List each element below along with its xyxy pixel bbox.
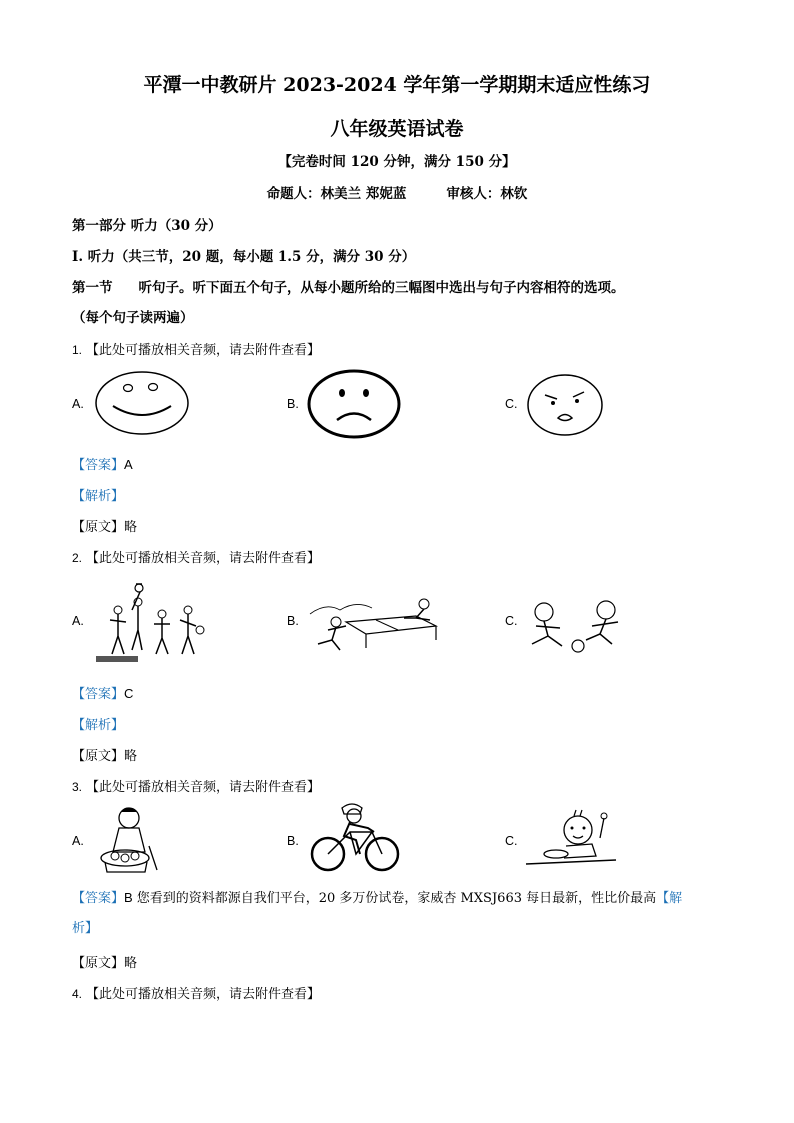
- angry-face-image[interactable]: [527, 373, 603, 437]
- eating-image[interactable]: [526, 808, 616, 868]
- question-number: 3.: [72, 780, 83, 794]
- part-title: 第一部分 听力（30 分）: [72, 218, 222, 234]
- answer-row-2: [72, 683, 133, 702]
- section1-heading: [72, 276, 625, 296]
- analysis-row-2: [72, 714, 124, 733]
- authors: 命题人：林美兰 郑妮蓝: [266, 186, 407, 202]
- question-2: [72, 547, 320, 566]
- cycling-image[interactable]: [310, 802, 402, 872]
- answer-label: 【答案】: [72, 687, 125, 702]
- washing-dishes-image[interactable]: [95, 806, 161, 874]
- option-c-label: C.: [505, 834, 518, 848]
- question-number: 4.: [72, 987, 83, 1001]
- question-4: [72, 983, 320, 1002]
- option-a-label: A.: [72, 614, 84, 628]
- audio-prompt[interactable]: 【此处可播放相关音频，请去附件查看】: [86, 551, 321, 566]
- audio-prompt[interactable]: 【此处可播放相关音频，请去附件查看】: [86, 987, 321, 1002]
- question-3: [72, 776, 320, 795]
- option-a-label: A.: [72, 834, 84, 848]
- answer-value: B: [124, 890, 133, 905]
- sad-face-image[interactable]: [307, 369, 401, 439]
- option-c-label: C.: [505, 614, 518, 628]
- exam-time-info: 【完卷时间 120 分钟，满分 150 分】: [278, 154, 516, 170]
- original-value: 略: [124, 956, 138, 971]
- section1-title: 第一节: [72, 280, 113, 296]
- original-label: 【原文】: [72, 956, 125, 971]
- promo-text: 您看到的资料都源自我们平台，20 多万份试卷，家威杏 MXSJ663 每日最新，性比价最高: [136, 891, 657, 906]
- audio-prompt[interactable]: 【此处可播放相关音频，请去附件查看】: [86, 343, 321, 358]
- answer-label: 【答案】: [72, 891, 125, 906]
- original-label: 【原文】: [72, 520, 125, 535]
- answer-value: C: [124, 686, 134, 701]
- section1-instruction: 听句子。听下面五个句子，从每小题所给的三幅图中选出与句子内容相符的选项。: [138, 280, 625, 296]
- original-row-2: [72, 745, 137, 764]
- original-row-3: [72, 952, 137, 971]
- answer-value: A: [124, 457, 133, 472]
- analysis-label-part2: 析】: [72, 921, 99, 936]
- exam-subtitle: 八年级英语试卷: [330, 118, 464, 140]
- original-row-1: [72, 516, 137, 535]
- analysis-label: 【解析】: [72, 718, 125, 733]
- question-number: 2.: [72, 551, 83, 565]
- analysis-label: 【解析】: [72, 489, 125, 504]
- exam-authors-line: [0, 182, 794, 202]
- ping-pong-image[interactable]: [306, 596, 444, 652]
- answer-label: 【答案】: [72, 458, 125, 473]
- question-number: 1.: [72, 343, 83, 357]
- question-1: [72, 339, 320, 358]
- original-value: 略: [124, 520, 138, 535]
- answer-row-3: [72, 883, 727, 944]
- reviewer: 审核人：林钦: [446, 186, 528, 202]
- option-b-label: B.: [287, 834, 299, 848]
- audio-prompt[interactable]: 【此处可播放相关音频，请去附件查看】: [86, 780, 321, 795]
- option-a-label: A.: [72, 397, 84, 411]
- analysis-label-part1: 【解: [656, 891, 683, 906]
- section1-note: （每个句子读两遍）: [72, 310, 194, 326]
- football-image[interactable]: [522, 598, 638, 656]
- original-label: 【原文】: [72, 749, 125, 764]
- exam-title: 平潭一中教研片 2023-2024 学年第一学期期末适应性练习: [143, 74, 651, 96]
- option-b-label: B.: [287, 397, 299, 411]
- option-c-label: C.: [505, 397, 518, 411]
- analysis-row-1: [72, 485, 124, 504]
- happy-face-image[interactable]: [95, 370, 190, 436]
- basketball-image[interactable]: [96, 580, 212, 666]
- original-value: 略: [124, 749, 138, 764]
- answer-row-1: [72, 454, 133, 473]
- listening-title: I. 听力（共三节，20 题，每小题 1.5 分，满分 30 分）: [72, 249, 416, 265]
- option-b-label: B.: [287, 614, 299, 628]
